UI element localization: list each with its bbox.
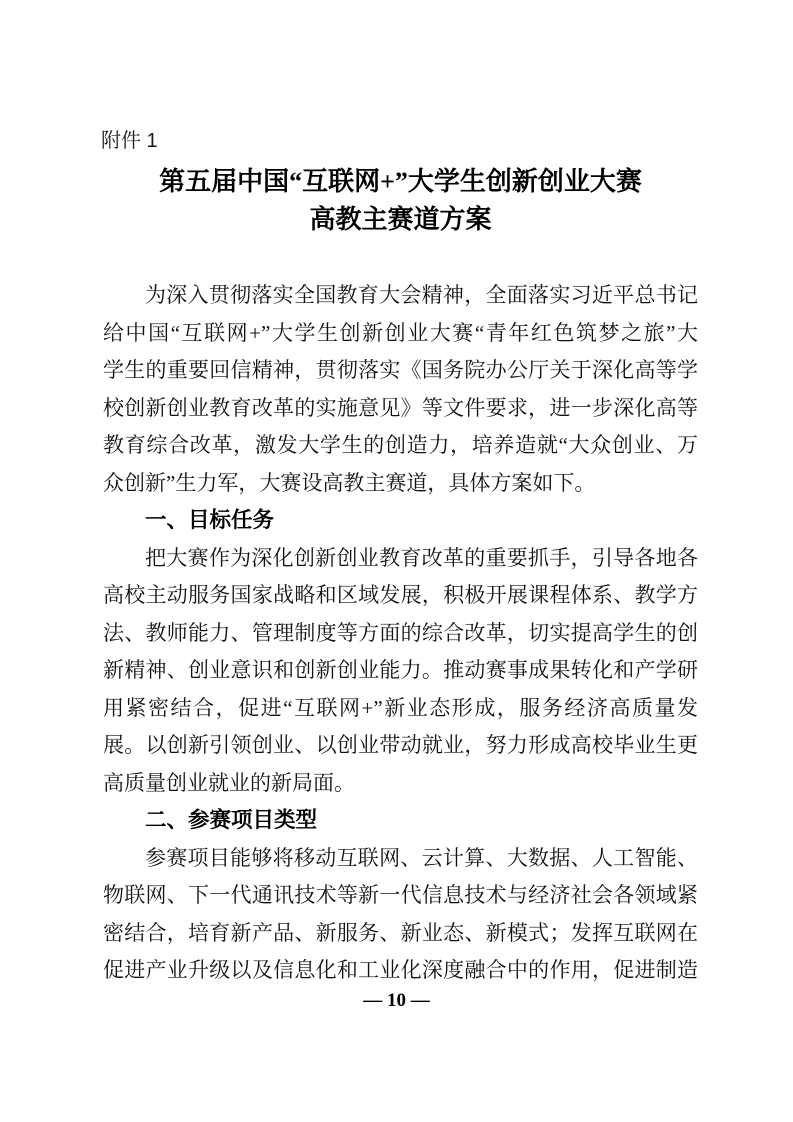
intro-paragraph-line: 校创新创业教育改革的实施意见》等文件要求，进一步深化高等 (103, 395, 698, 420)
section-heading-goals: 一、目标任务 (145, 508, 275, 532)
project-types-paragraph-line: 物联网、下一代通讯技术等新一代信息技术与经济社会各领域紧 (103, 883, 698, 907)
project-types-paragraph-line: 促进产业升级以及信息化和工业化深度融合中的作用，促进制造 (103, 958, 698, 982)
goals-paragraph-line: 高质量创业就业的新局面。 (103, 770, 355, 795)
goals-paragraph-line: 展。以创新引领创业、以创业带动就业，努力形成高校毕业生更 (103, 733, 698, 757)
intro-paragraph-line: 为深入贯彻落实全国教育大会精神，全面落实习近平总书记 (145, 283, 698, 307)
intro-paragraph-line: 众创新”生力军，大赛设高教主赛道，具体方案如下。 (103, 470, 596, 495)
doc-title-line-1: 第五届中国“互联网+”大学生创新创业大赛 (159, 167, 642, 196)
page-number: — 10 — (363, 990, 430, 1011)
goals-paragraph-line: 法、教师能力、管理制度等方面的综合改革，切实提高学生的创 (103, 620, 698, 645)
intro-paragraph-line: 学生的重要回信精神，贯彻落实《国务院办公厅关于深化高等学 (103, 358, 698, 382)
doc-title (103, 163, 698, 239)
intro-paragraph-line: 给中国“互联网+”大学生创新创业大赛“青年红色筑梦之旅”大 (103, 320, 698, 345)
section-heading-project-types: 二、参赛项目类型 (145, 808, 318, 832)
attachment-label: 附件 1 (101, 130, 158, 152)
document-body (103, 277, 698, 990)
project-types-paragraph-line: 参赛项目能够将移动互联网、云计算、大数据、人工智能、 (145, 845, 698, 870)
goals-paragraph-line: 新精神、创业意识和创新创业能力。推动赛事成果转化和产学研 (103, 658, 698, 682)
intro-paragraph-line: 教育综合改革，激发大学生的创造力，培养造就“大众创业、万 (103, 433, 698, 457)
goals-paragraph-line: 用紧密结合，促进“互联网+”新业态形成，服务经济高质量发 (103, 695, 698, 720)
goals-paragraph-line: 把大赛作为深化创新创业教育改革的重要抓手，引导各地各 (145, 545, 698, 570)
doc-title-line-2: 高教主赛道方案 (309, 205, 492, 234)
goals-paragraph-line: 高校主动服务国家战略和区域发展，积极开展课程体系、教学方 (103, 583, 698, 607)
project-types-paragraph-line: 密结合，培育新产品、新服务、新业态、新模式；发挥互联网在 (103, 920, 698, 945)
